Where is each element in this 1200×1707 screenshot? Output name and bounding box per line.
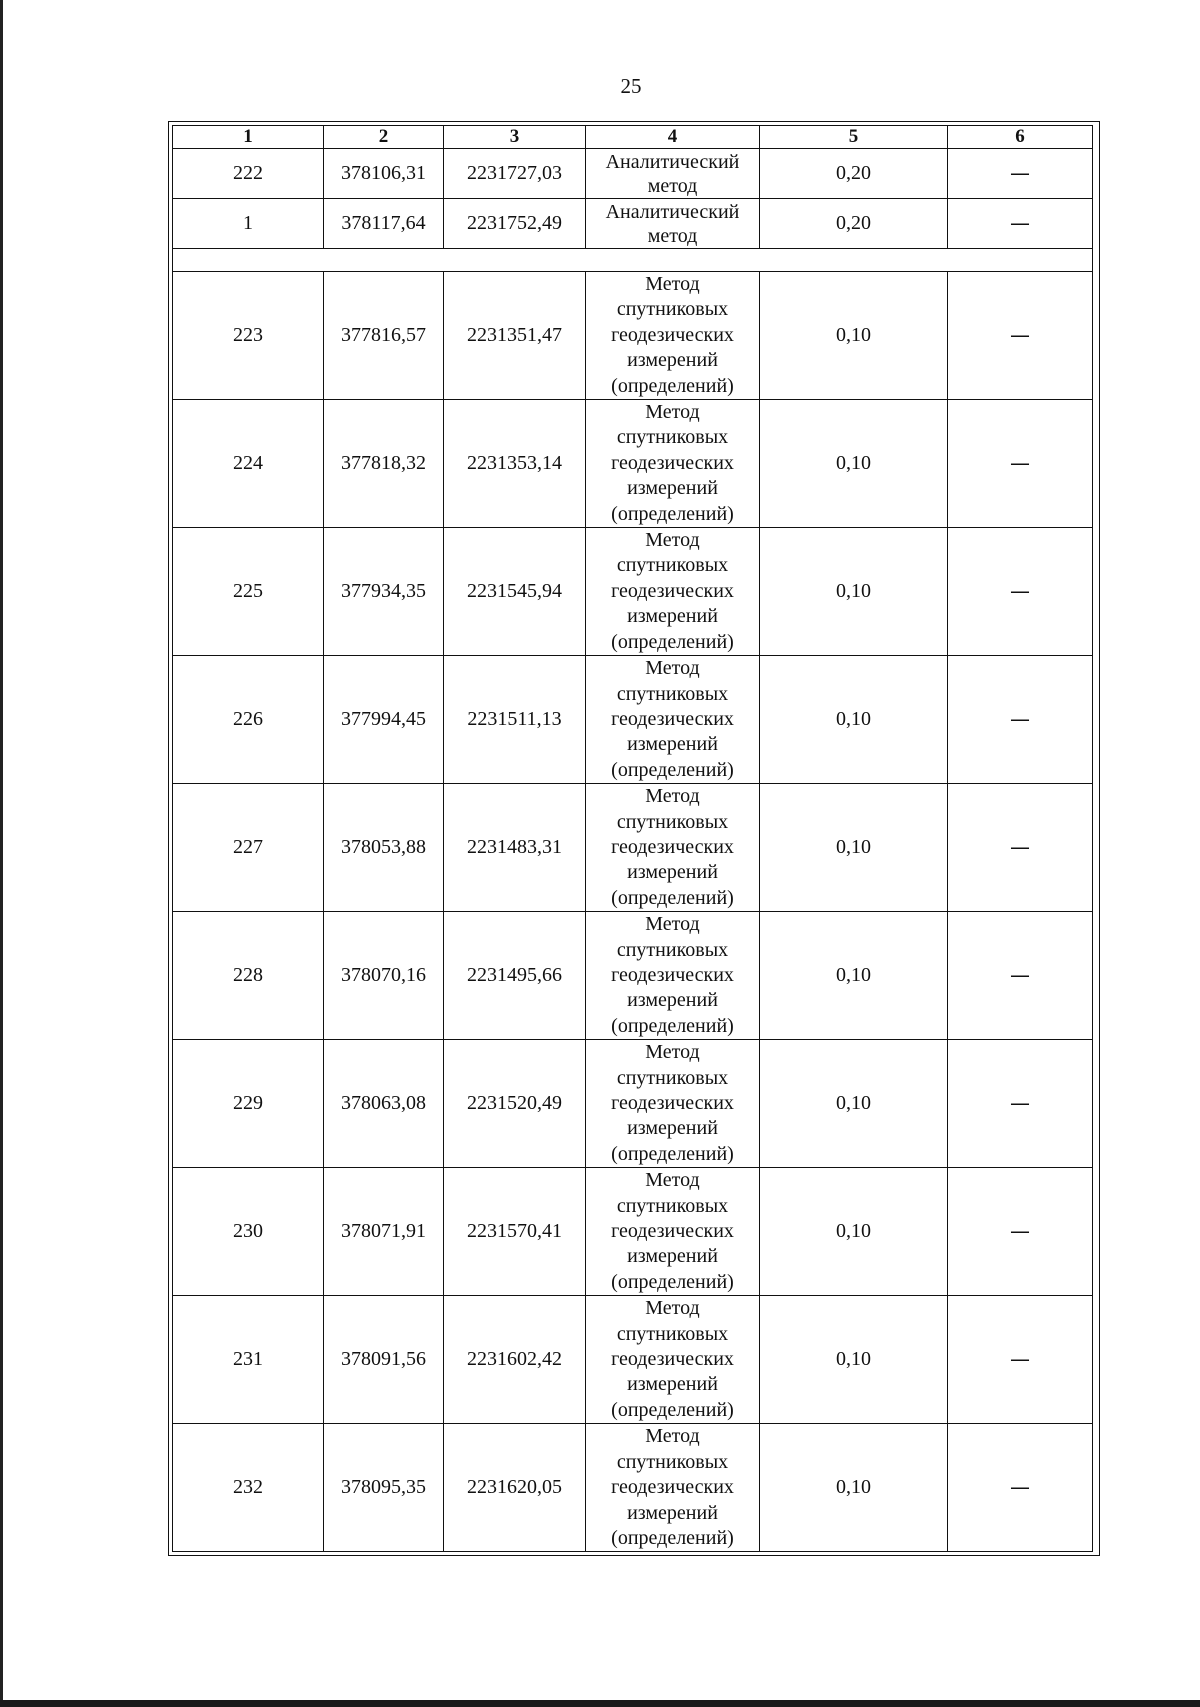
method-line: Метод [645, 1169, 700, 1192]
method-line: спутниковых [616, 554, 729, 577]
table-row [173, 1296, 1093, 1424]
point-number-cell: 1 [173, 199, 324, 249]
column-header: 1 [173, 126, 324, 149]
point-number-cell: 225 [173, 528, 324, 656]
method-cell [586, 1296, 760, 1424]
method-line: измерений [627, 349, 718, 372]
method-cell [586, 784, 760, 912]
x-coordinate-cell: 378071,91 [324, 1168, 444, 1296]
group-separator-row [173, 249, 1093, 272]
x-coordinate-cell: 377818,32 [324, 400, 444, 528]
y-coordinate-cell: 2231727,03 [444, 149, 586, 199]
point-number-cell: 222 [173, 149, 324, 199]
point-number-cell: 224 [173, 400, 324, 528]
accuracy-cell: 0,10 [760, 1040, 948, 1168]
method-line: Аналитический [605, 200, 740, 223]
method-line: спутниковых [616, 1450, 729, 1473]
table-row [173, 1040, 1093, 1168]
x-coordinate-cell: 377816,57 [324, 272, 444, 400]
point-number-cell: 229 [173, 1040, 324, 1168]
y-coordinate-cell: 2231353,14 [444, 400, 586, 528]
method-line: измерений [627, 989, 718, 1012]
table-header-row [173, 126, 1093, 149]
method-line: Метод [645, 657, 700, 680]
method-line: (определений) [611, 502, 734, 525]
method-cell [586, 272, 760, 400]
method-line: геодезических [611, 835, 734, 858]
table-row [173, 400, 1093, 528]
table-row [173, 528, 1093, 656]
method-line: измерений [627, 1245, 718, 1268]
point-number-cell: 227 [173, 784, 324, 912]
method-line: геодезических [611, 579, 734, 602]
note-cell: — [948, 1424, 1093, 1552]
accuracy-cell: 0,10 [760, 1424, 948, 1552]
method-line: измерений [627, 477, 718, 500]
method-line: Метод [645, 785, 700, 808]
table-row [173, 656, 1093, 784]
y-coordinate-cell: 2231602,42 [444, 1296, 586, 1424]
point-number-cell: 232 [173, 1424, 324, 1552]
note-cell: — [948, 199, 1093, 249]
method-line: Аналитический [605, 150, 740, 173]
y-coordinate-cell: 2231495,66 [444, 912, 586, 1040]
note-cell: — [948, 272, 1093, 400]
table-row [173, 912, 1093, 1040]
method-line: геодезических [611, 1476, 734, 1499]
point-number-cell: 231 [173, 1296, 324, 1424]
method-line: измерений [627, 1373, 718, 1396]
method-line: спутниковых [616, 1322, 729, 1345]
accuracy-cell: 0,10 [760, 1168, 948, 1296]
group-separator-cell [173, 249, 1093, 272]
x-coordinate-cell: 378095,35 [324, 1424, 444, 1552]
table-row [173, 199, 1093, 249]
table-row [173, 1168, 1093, 1296]
y-coordinate-cell: 2231752,49 [444, 199, 586, 249]
x-coordinate-cell: 378117,64 [324, 199, 444, 249]
method-line: спутниковых [616, 938, 729, 961]
method-line: спутниковых [616, 1066, 729, 1089]
method-cell [586, 1040, 760, 1168]
analytic-group [173, 149, 1093, 249]
method-line: (определений) [611, 886, 734, 909]
column-header: 5 [760, 126, 948, 149]
method-line: измерений [627, 1501, 718, 1524]
method-cell [586, 1168, 760, 1296]
table-row [173, 149, 1093, 199]
y-coordinate-cell: 2231511,13 [444, 656, 586, 784]
note-cell: — [948, 400, 1093, 528]
method-line: спутниковых [616, 682, 729, 705]
method-line: (определений) [611, 630, 734, 653]
table-row [173, 1424, 1093, 1552]
method-line: спутниковых [616, 1194, 729, 1217]
method-line: Метод [645, 273, 700, 295]
note-cell: — [948, 1040, 1093, 1168]
method-line: Метод [645, 1297, 700, 1320]
method-line: Метод [645, 1425, 700, 1448]
method-line: спутниковых [616, 810, 729, 833]
method-line: (определений) [611, 1270, 734, 1293]
accuracy-cell: 0,20 [760, 199, 948, 249]
column-header: 2 [324, 126, 444, 149]
accuracy-cell: 0,10 [760, 656, 948, 784]
method-line: метод [647, 174, 698, 197]
method-line: спутниковых [616, 426, 729, 449]
method-line: геодезических [611, 451, 734, 474]
method-line: (определений) [611, 1526, 734, 1549]
method-line: измерений [627, 861, 718, 884]
note-cell: — [948, 528, 1093, 656]
note-cell: — [948, 656, 1093, 784]
gnss-group [173, 272, 1093, 1552]
point-number-cell: 226 [173, 656, 324, 784]
accuracy-cell: 0,10 [760, 912, 948, 1040]
note-cell: — [948, 912, 1093, 1040]
accuracy-cell: 0,10 [760, 528, 948, 656]
method-cell [586, 149, 760, 199]
method-cell [586, 528, 760, 656]
method-line: метод [647, 224, 698, 247]
scan-edge-bottom [0, 1700, 1200, 1707]
coordinates-table [172, 125, 1093, 1552]
y-coordinate-cell: 2231520,49 [444, 1040, 586, 1168]
note-cell: — [948, 784, 1093, 912]
table-row [173, 272, 1093, 400]
note-cell: — [948, 1296, 1093, 1424]
method-line: (определений) [611, 758, 734, 781]
method-line: (определений) [611, 1014, 734, 1037]
column-header: 3 [444, 126, 586, 149]
y-coordinate-cell: 2231351,47 [444, 272, 586, 400]
x-coordinate-cell: 377994,45 [324, 656, 444, 784]
method-line: Метод [645, 913, 700, 936]
coordinates-table-frame [168, 121, 1100, 1556]
method-line: измерений [627, 733, 718, 756]
method-line: измерений [627, 605, 718, 628]
column-header: 4 [586, 126, 760, 149]
accuracy-cell: 0,10 [760, 272, 948, 400]
accuracy-cell: 0,20 [760, 149, 948, 199]
y-coordinate-cell: 2231483,31 [444, 784, 586, 912]
method-line: геодезических [611, 1348, 734, 1371]
column-header: 6 [948, 126, 1093, 149]
x-coordinate-cell: 378063,08 [324, 1040, 444, 1168]
method-line: Метод [645, 1041, 700, 1064]
method-line: (определений) [611, 374, 734, 397]
method-cell [586, 656, 760, 784]
method-line: Метод [645, 401, 700, 424]
method-cell [586, 199, 760, 249]
method-line: геодезических [611, 707, 734, 730]
note-cell: — [948, 1168, 1093, 1296]
method-line: Метод [645, 529, 700, 552]
point-number-cell: 228 [173, 912, 324, 1040]
page-number: 25 [620, 74, 642, 98]
x-coordinate-cell: 378053,88 [324, 784, 444, 912]
y-coordinate-cell: 2231620,05 [444, 1424, 586, 1552]
method-line: геодезических [611, 1092, 734, 1114]
x-coordinate-cell: 378106,31 [324, 149, 444, 199]
x-coordinate-cell: 378091,56 [324, 1296, 444, 1424]
method-line: геодезических [611, 1220, 734, 1243]
accuracy-cell: 0,10 [760, 784, 948, 912]
y-coordinate-cell: 2231545,94 [444, 528, 586, 656]
method-cell [586, 912, 760, 1040]
table-row [173, 784, 1093, 912]
accuracy-cell: 0,10 [760, 400, 948, 528]
method-line: (определений) [611, 1398, 734, 1421]
accuracy-cell: 0,10 [760, 1296, 948, 1424]
method-line: геодезических [611, 323, 734, 346]
note-cell: — [948, 149, 1093, 199]
method-line: спутниковых [616, 298, 729, 321]
x-coordinate-cell: 378070,16 [324, 912, 444, 1040]
x-coordinate-cell: 377934,35 [324, 528, 444, 656]
method-cell [586, 1424, 760, 1552]
y-coordinate-cell: 2231570,41 [444, 1168, 586, 1296]
method-line: (определений) [611, 1142, 734, 1165]
method-cell [586, 400, 760, 528]
point-number-cell: 230 [173, 1168, 324, 1296]
point-number-cell: 223 [173, 272, 324, 400]
method-line: геодезических [611, 963, 734, 986]
scan-edge-left [0, 0, 3, 1707]
method-line: измерений [627, 1117, 718, 1140]
